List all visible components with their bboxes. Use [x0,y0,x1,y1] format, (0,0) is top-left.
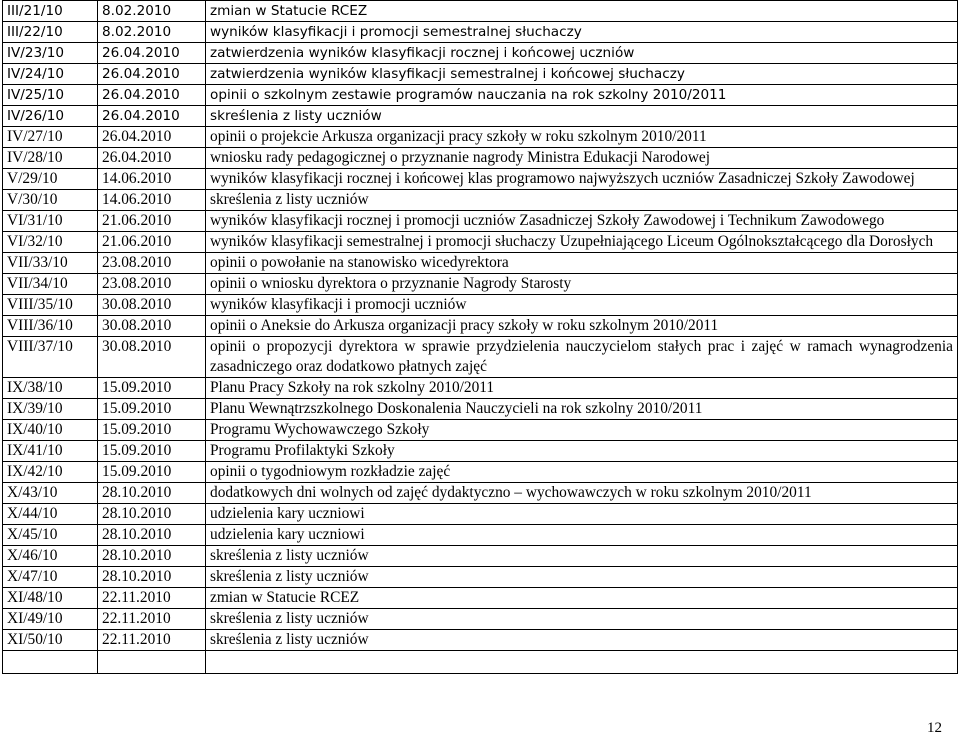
table-row [3,546,958,567]
resolution-number-cell: V/29/10 [3,169,98,190]
resolution-subject-cell: skreślenia z listy uczniów [206,567,958,588]
resolution-number-cell: IX/42/10 [3,462,98,483]
resolution-subject-cell: wyników klasyfikacji semestralnej i promocji słuchaczy Uzupełniającego Liceum Ogólnokształcącego dla Dorosłych [206,232,958,253]
resolution-subject-cell: opinii o propozycji dyrektora w sprawie przydzielenia nauczycielom stałych prac i zajęć w ramach wynagrodzenia zasadniczego oraz dodatkowo płatnych zajęć [206,337,958,378]
resolution-date-cell: 22.11.2010 [98,588,206,609]
table-row [3,441,958,462]
resolution-subject-cell: zmian w Statucie RCEZ [206,1,958,22]
table-row [3,420,958,441]
resolution-date-cell: 21.06.2010 [98,232,206,253]
resolution-number-cell: VII/33/10 [3,253,98,274]
table-row [3,399,958,420]
table-row [3,504,958,525]
resolution-date-cell: 14.06.2010 [98,190,206,211]
resolutions-table [2,0,958,674]
resolution-number-cell: VII/34/10 [3,274,98,295]
resolution-subject-cell: opinii o powołanie na stanowisko wicedyrektora [206,253,958,274]
table-row [3,253,958,274]
table-row [3,64,958,85]
resolution-date-cell: 23.08.2010 [98,274,206,295]
resolution-date-cell: 21.06.2010 [98,211,206,232]
table-row [3,630,958,651]
table-row [3,337,958,378]
resolution-number-cell: IV/23/10 [3,43,98,64]
table-row [3,295,958,316]
resolution-subject-cell: Programu Wychowawczego Szkoły [206,420,958,441]
resolution-subject-cell: skreślenia z listy uczniów [206,609,958,630]
resolution-subject-cell: wyników klasyfikacji i promocji semestralnej słuchaczy [206,22,958,43]
resolution-number-cell: IX/39/10 [3,399,98,420]
resolution-date-cell: 8.02.2010 [98,1,206,22]
resolution-date-cell: 28.10.2010 [98,525,206,546]
resolution-date-cell: 15.09.2010 [98,441,206,462]
table-row [3,169,958,190]
resolution-subject-cell: wyników klasyfikacji rocznej i końcowej klas programowo najwyższych uczniów Zasadniczej Szkoły Zawodowej [206,169,958,190]
resolution-subject-cell: opinii o tygodniowym rozkładzie zajęć [206,462,958,483]
resolution-subject-cell: zmian w Statucie RCEZ [206,588,958,609]
resolution-subject-cell: skreślenia z listy uczniów [206,106,958,127]
resolution-subject-cell: wyników klasyfikacji rocznej i promocji uczniów Zasadniczej Szkoły Zawodowej i Technikum Zawodowego [206,211,958,232]
table-row [3,525,958,546]
resolution-date-cell: 28.10.2010 [98,504,206,525]
resolution-subject-cell: Planu Wewnątrzszkolnego Doskonalenia Nauczycieli na rok szkolny 2010/2011 [206,399,958,420]
resolution-subject-cell: wyników klasyfikacji i promocji uczniów [206,295,958,316]
resolution-subject-cell: zatwierdzenia wyników klasyfikacji semestralnej i końcowej słuchaczy [206,64,958,85]
resolution-date-cell: 15.09.2010 [98,399,206,420]
resolution-subject-cell: zatwierdzenia wyników klasyfikacji rocznej i końcowej uczniów [206,43,958,64]
resolution-number-cell: IV/26/10 [3,106,98,127]
resolution-number-cell: IX/38/10 [3,378,98,399]
resolution-number-cell: VIII/35/10 [3,295,98,316]
table-row [3,1,958,22]
resolution-number-cell: III/22/10 [3,22,98,43]
resolution-date-cell: 30.08.2010 [98,295,206,316]
resolution-date-cell: 14.06.2010 [98,169,206,190]
resolution-subject-cell: wniosku rady pedagogicznej o przyznanie nagrody Ministra Edukacji Narodowej [206,148,958,169]
resolution-date-cell: 15.09.2010 [98,420,206,441]
table-row [3,462,958,483]
resolution-number-cell: IV/25/10 [3,85,98,106]
resolution-date-cell: 26.04.2010 [98,106,206,127]
resolution-date-cell: 26.04.2010 [98,85,206,106]
empty-cell [3,651,98,674]
table-row [3,211,958,232]
table-row [3,232,958,253]
resolution-number-cell: VI/32/10 [3,232,98,253]
resolution-number-cell: V/30/10 [3,190,98,211]
table-row [3,609,958,630]
resolution-date-cell: 26.04.2010 [98,64,206,85]
resolution-subject-cell: opinii o wniosku dyrektora o przyznanie Nagrody Starosty [206,274,958,295]
table-row [3,274,958,295]
table-body [3,1,958,674]
resolution-date-cell: 28.10.2010 [98,483,206,504]
empty-cell [98,651,206,674]
table-row [3,483,958,504]
resolution-date-cell: 30.08.2010 [98,337,206,378]
resolution-number-cell: IV/24/10 [3,64,98,85]
table-row [3,190,958,211]
resolution-subject-cell: opinii o projekcie Arkusza organizacji pracy szkoły w roku szkolnym 2010/2011 [206,127,958,148]
empty-cell [206,651,958,674]
resolution-number-cell: XI/48/10 [3,588,98,609]
resolution-number-cell: VI/31/10 [3,211,98,232]
resolution-number-cell: X/47/10 [3,567,98,588]
resolution-subject-cell: skreślenia z listy uczniów [206,630,958,651]
table-row [3,106,958,127]
resolution-subject-cell: udzielenia kary uczniowi [206,525,958,546]
table-row [3,85,958,106]
table-row [3,43,958,64]
resolution-number-cell: III/21/10 [3,1,98,22]
resolution-subject-cell: skreślenia z listy uczniów [206,190,958,211]
table-row [3,316,958,337]
resolution-number-cell: X/45/10 [3,525,98,546]
resolution-date-cell: 30.08.2010 [98,316,206,337]
empty-row [3,651,958,674]
resolution-date-cell: 26.04.2010 [98,43,206,64]
table-row [3,22,958,43]
resolution-subject-cell: opinii o szkolnym zestawie programów nauczania na rok szkolny 2010/2011 [206,85,958,106]
resolution-date-cell: 8.02.2010 [98,22,206,43]
table-row [3,148,958,169]
resolution-number-cell: IV/28/10 [3,148,98,169]
resolution-date-cell: 22.11.2010 [98,630,206,651]
resolution-date-cell: 28.10.2010 [98,546,206,567]
resolution-number-cell: XI/49/10 [3,609,98,630]
table-row [3,567,958,588]
table-row [3,378,958,399]
resolution-subject-cell: opinii o Aneksie do Arkusza organizacji pracy szkoły w roku szkolnym 2010/2011 [206,316,958,337]
resolution-date-cell: 28.10.2010 [98,567,206,588]
resolution-date-cell: 15.09.2010 [98,378,206,399]
resolution-number-cell: IV/27/10 [3,127,98,148]
resolution-date-cell: 22.11.2010 [98,609,206,630]
resolution-date-cell: 26.04.2010 [98,148,206,169]
resolution-number-cell: IX/41/10 [3,441,98,462]
resolution-number-cell: VIII/37/10 [3,337,98,378]
resolution-subject-cell: udzielenia kary uczniowi [206,504,958,525]
resolution-number-cell: VIII/36/10 [3,316,98,337]
resolution-number-cell: XI/50/10 [3,630,98,651]
page-number: 12 [927,720,942,736]
resolution-number-cell: X/46/10 [3,546,98,567]
resolution-date-cell: 23.08.2010 [98,253,206,274]
resolution-subject-cell: skreślenia z listy uczniów [206,546,958,567]
table-row [3,127,958,148]
table-row [3,588,958,609]
resolution-number-cell: X/44/10 [3,504,98,525]
resolution-date-cell: 26.04.2010 [98,127,206,148]
resolution-date-cell: 15.09.2010 [98,462,206,483]
resolution-number-cell: X/43/10 [3,483,98,504]
resolution-subject-cell: Planu Pracy Szkoły na rok szkolny 2010/2011 [206,378,958,399]
resolution-subject-cell: dodatkowych dni wolnych od zajęć dydaktyczno – wychowawczych w roku szkolnym 2010/2011 [206,483,958,504]
resolution-number-cell: IX/40/10 [3,420,98,441]
resolution-subject-cell: Programu Profilaktyki Szkoły [206,441,958,462]
